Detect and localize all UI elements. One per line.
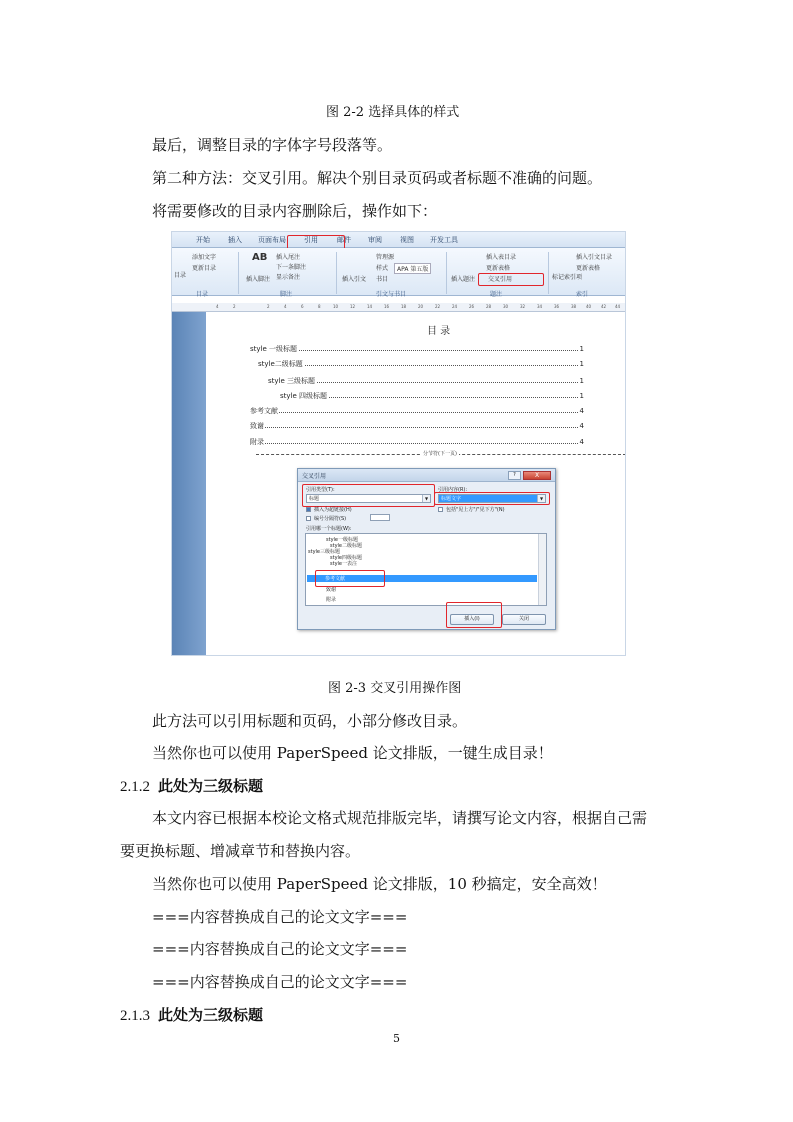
insert-toa-button: 插入引文目录 — [576, 254, 613, 261]
insert-citation-button: 插入引文 — [342, 276, 367, 283]
dot-leader — [258, 365, 578, 366]
list-item[interactable]: style四级标题 — [330, 555, 362, 561]
toc-button: 目录 — [174, 272, 187, 279]
insert-caption-button: 插入题注 — [451, 276, 476, 283]
section-heading — [120, 776, 263, 797]
insert-as-link-label: 插入为超链接(H) — [314, 507, 352, 513]
toc-row-page: 1 — [579, 377, 584, 385]
ribbon-group-label: 引文与书目 — [376, 291, 407, 298]
bibliography-button: 书目 — [376, 276, 389, 283]
toc-row-page: 1 — [579, 345, 584, 353]
chevron-down-icon: ▼ — [422, 495, 430, 502]
toc-title: 目 录 — [427, 326, 451, 337]
style-label: 样式 — [376, 265, 389, 272]
ribbon-group-label: 脚注 — [280, 291, 293, 298]
scrollbar[interactable] — [538, 534, 546, 605]
ruler-mark: 16 — [384, 304, 390, 309]
list-item[interactable]: style二级标题 — [330, 543, 362, 549]
figure-caption-2-3: 图 2-3 交叉引用操作图 — [328, 681, 462, 696]
heading-number: 2.1.3 — [120, 1008, 150, 1024]
for-which-label: 引用哪一个标题(W): — [306, 526, 352, 532]
include-above-below-checkbox[interactable] — [438, 507, 443, 512]
ruler-mark: 6 — [301, 304, 304, 309]
toc-row — [250, 344, 584, 354]
update-table-button: 更新表格 — [486, 265, 511, 272]
toc-row-label: style二级标题 — [258, 360, 303, 368]
ruler-mark: 2 — [267, 304, 270, 309]
dialog-title-bar — [298, 469, 555, 482]
show-notes-button: 显示备注 — [276, 274, 301, 281]
highlight-ref-content — [434, 492, 550, 505]
ab-icon: AB — [252, 252, 268, 263]
ribbon-tab: 开始 — [196, 236, 210, 244]
paragraph: 此方法可以引用标题和页码，小部分修改目录。 — [152, 712, 468, 730]
highlight-selected-heading — [315, 570, 385, 587]
toc-row-label: 参考文献 — [250, 407, 278, 415]
list-item[interactable]: 附录 — [326, 597, 337, 603]
toc-row-label: 致谢 — [250, 422, 264, 430]
list-item-label: 参考文献 — [325, 576, 346, 582]
ruler-mark: 20 — [418, 304, 424, 309]
ribbon-group-label: 索引 — [576, 291, 589, 298]
section-break-label: 分节符(下一页) — [423, 451, 457, 457]
manage-sources-button: 管理源 — [376, 254, 395, 261]
left-margin-bar — [172, 312, 206, 656]
dialog-title: 交叉引用 — [302, 473, 327, 480]
paragraph: 本文内容已根据本校论文格式规范排版完毕，请撰写论文内容，根据自己需 — [152, 809, 648, 827]
insert-footnote-button: 插入脚注 — [246, 276, 271, 283]
highlight-insert-button — [446, 602, 502, 628]
toc-row — [268, 376, 584, 386]
insert-endnote-button: 插入尾注 — [276, 254, 301, 261]
toc-row-page: 1 — [579, 360, 584, 368]
separate-numbers-label: 编号分隔符(S) — [314, 516, 347, 522]
include-above-below-label: 包括"见上方"/"见下方"(N) — [446, 507, 505, 513]
section-break — [256, 451, 626, 460]
close-button[interactable]: 关闭 — [502, 614, 546, 625]
placeholder-text: ===内容替换成自己的论文文字=== — [152, 940, 408, 958]
help-icon[interactable]: ? — [508, 471, 521, 480]
ruler-mark: 14 — [367, 304, 373, 309]
toc-row-page: 4 — [579, 438, 584, 446]
list-item[interactable]: style一级标题 — [326, 537, 358, 543]
ribbon-group-label: 目录 — [196, 291, 209, 298]
ribbon-group-label: 题注 — [490, 291, 503, 298]
insert-table-of-figures-button: 插入表目录 — [486, 254, 517, 261]
ribbon-tab: 开发工具 — [430, 236, 458, 244]
dot-leader — [250, 412, 578, 413]
highlight-cross-reference — [478, 273, 544, 286]
mark-entry-button: 标记索引项 — [552, 274, 583, 281]
toc-row — [250, 437, 584, 447]
heading-number: 2.1.2 — [120, 779, 150, 795]
ref-content-label: 引用内容(R): — [438, 487, 468, 493]
update-toc-button: 更新目录 — [192, 265, 217, 272]
separate-numbers-checkbox[interactable] — [306, 516, 311, 521]
word-screenshot — [171, 231, 626, 656]
heading-text: 此处为三级标题 — [158, 777, 264, 795]
ruler-mark: 32 — [520, 304, 526, 309]
chevron-down-icon: ▼ — [537, 495, 545, 502]
insert-button[interactable]: 插入(I) — [450, 614, 494, 625]
separator — [336, 252, 337, 294]
dot-leader — [250, 427, 578, 428]
list-item[interactable]: style三级标题 — [308, 549, 340, 555]
dot-leader — [250, 350, 578, 351]
ruler-mark: 4 — [216, 304, 219, 309]
dot-leader — [250, 443, 578, 444]
ref-type-label: 引用类型(T): — [306, 487, 335, 493]
paragraph: 当然你也可以使用 PaperSpeed 论文排版，10 秒搞定，安全高效！ — [152, 875, 607, 893]
list-item[interactable]: style一表注 — [330, 561, 357, 567]
paragraph: 将需要修改的目录内容删除后，操作如下： — [152, 202, 438, 220]
page-number: 5 — [393, 1032, 400, 1045]
paragraph: 要更换标题、增减章节和替换内容。 — [120, 842, 361, 860]
toc-row-label: style 三级标题 — [268, 377, 316, 385]
ruler-mark: 12 — [350, 304, 356, 309]
paragraph: 第二种方法：交叉引用。解决个别目录页码或者标题不准确的问题。 — [152, 169, 603, 187]
heading-text: 此处为三级标题 — [158, 1006, 264, 1024]
cross-reference-dialog — [297, 468, 556, 630]
ruler-mark: 18 — [401, 304, 407, 309]
close-icon[interactable]: X — [523, 471, 551, 480]
ruler-mark: 22 — [435, 304, 441, 309]
toc-row — [250, 421, 584, 431]
separator — [238, 252, 239, 294]
placeholder-text: ===内容替换成自己的论文文字=== — [152, 908, 408, 926]
toc-row-label: style 四级标题 — [280, 392, 328, 400]
toc-row — [250, 406, 584, 416]
ribbon-tab: 页面布局 — [258, 236, 286, 244]
ruler-mark: 24 — [452, 304, 458, 309]
ruler-mark: 2 — [233, 304, 236, 309]
ruler-mark: 42 — [601, 304, 607, 309]
toc-row-label: 附录 — [250, 438, 264, 446]
ribbon-tab: 审阅 — [368, 236, 382, 244]
ruler-mark: 40 — [586, 304, 592, 309]
separator — [446, 252, 447, 294]
add-text-button: 添加文字 — [192, 254, 217, 261]
ruler-mark: 26 — [469, 304, 475, 309]
ref-type-value: 标题 — [309, 496, 320, 502]
insert-as-link-checkbox[interactable] — [306, 507, 311, 512]
toc-row-page: 4 — [579, 407, 584, 415]
list-item[interactable]: 致谢 — [326, 587, 337, 593]
toc-row-page: 1 — [579, 392, 584, 400]
figure-caption-2-2: 图 2-2 选择具体的样式 — [326, 105, 460, 120]
toc-row-label: style 一级标题 — [250, 345, 298, 353]
ribbon-tab: 视图 — [400, 236, 414, 244]
toc-row — [258, 359, 584, 369]
toc-row-page: 4 — [579, 422, 584, 430]
ribbon-tab: 邮件 — [337, 236, 351, 244]
horizontal-ruler — [172, 303, 626, 312]
placeholder-text: ===内容替换成自己的论文文字=== — [152, 973, 408, 991]
update-toa-button: 更新表格 — [576, 265, 601, 272]
ribbon-tab-references: 引用 — [304, 236, 318, 244]
cross-reference-button: 交叉引用 — [488, 276, 513, 283]
section-heading — [120, 1005, 263, 1026]
ref-content-value: 标题文字 — [441, 496, 462, 502]
ruler-mark: 8 — [318, 304, 321, 309]
separator-input[interactable] — [370, 514, 390, 521]
ruler-mark: 28 — [486, 304, 492, 309]
ruler-mark: 38 — [571, 304, 577, 309]
style-select: APA 第五版 — [394, 263, 431, 274]
ruler-mark: 30 — [503, 304, 509, 309]
highlight-ref-type — [302, 484, 435, 507]
separator — [548, 252, 549, 294]
next-footnote-button: 下一条脚注 — [276, 264, 307, 271]
ruler-mark: 4 — [284, 304, 287, 309]
ruler-mark: 36 — [554, 304, 560, 309]
ruler-mark: 34 — [537, 304, 543, 309]
paragraph: 最后，调整目录的字体字号段落等。 — [152, 136, 393, 154]
ruler-mark: 44 — [615, 304, 621, 309]
ribbon-tab: 插入 — [228, 236, 242, 244]
paragraph: 当然你也可以使用 PaperSpeed 论文排版，一键生成目录！ — [152, 744, 553, 762]
toc-row — [280, 391, 584, 401]
ribbon-tab-bar — [172, 232, 626, 248]
ruler-mark: 10 — [333, 304, 339, 309]
